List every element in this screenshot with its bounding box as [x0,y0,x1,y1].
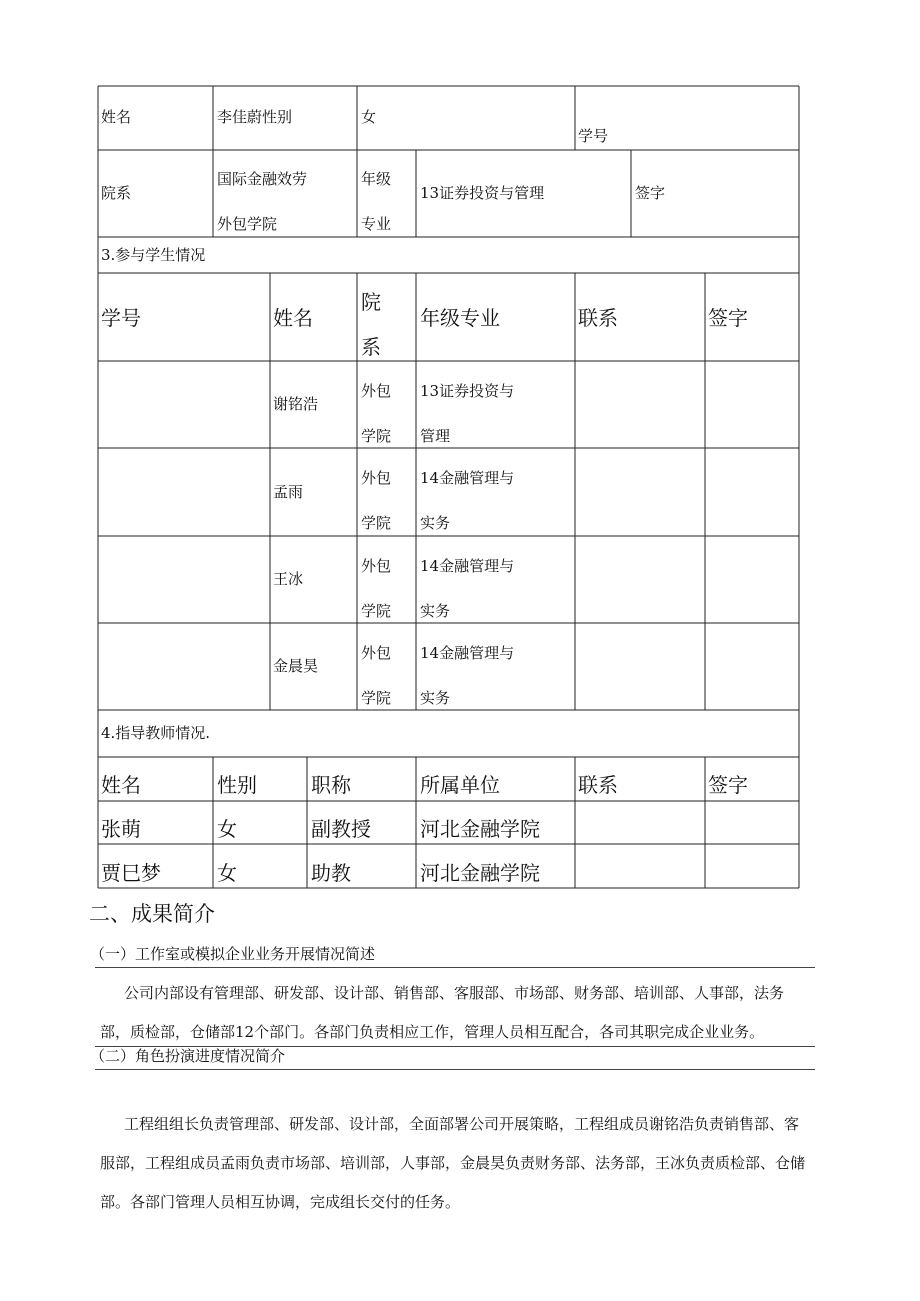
teacher-name: 张萌 [101,817,141,841]
student-dept-line1: 外包 [361,557,392,575]
teachers-header-title: 职称 [311,773,351,797]
students-header-dept-line2: 系 [361,335,381,359]
teachers-header-sign: 签字 [708,773,748,797]
grade-value: 13证券投资与管理 [420,184,545,202]
student-dept-line2: 学院 [361,427,392,445]
student-grade-line2: 实务 [420,602,451,620]
name-value: 李佳蔚性别 [217,108,293,126]
students-section-title: 3.参与学生情况 [101,246,206,264]
student-name: 孟雨 [273,483,304,501]
teachers-header-gender: 性别 [217,773,257,797]
student-grade-line2: 实务 [420,514,451,532]
student-name: 谢铭浩 [273,395,319,413]
summary-heading: 二、成果简介 [89,902,215,926]
student-id-label: 学号 [578,127,609,145]
students-header-dept-line1: 院 [361,290,381,314]
teacher-title: 助教 [311,861,351,885]
student-grade-line1: 13证券投资与 [420,382,515,400]
student-dept-line1: 外包 [361,382,392,400]
students-header-name: 姓名 [273,306,313,330]
teachers-header-unit: 所属单位 [420,773,500,797]
student-grade-line2: 管理 [420,427,451,445]
student-grade-line1: 14金融管理与 [420,644,515,662]
students-header-id: 学号 [101,306,141,330]
gender-value: 女 [361,108,377,126]
student-name: 金晨昊 [273,657,319,675]
student-grade-line1: 14金融管理与 [420,469,515,487]
student-dept-line1: 外包 [361,644,392,662]
teacher-unit: 河北金融学院 [420,861,540,885]
students-header-sign: 签字 [708,306,748,330]
students-header-grade: 年级专业 [420,306,500,330]
student-grade-line2: 实务 [420,689,451,707]
dept-label: 院系 [101,184,132,202]
student-name: 王冰 [273,570,304,588]
teachers-header-contact: 联系 [578,773,618,797]
student-grade-line1: 14金融管理与 [420,557,515,575]
student-dept-line1: 外包 [361,469,392,487]
paragraph-1: 公司内部设有管理部、研发部、设计部、销售部、客服部、市场部、财务部、培训部、人事部，法务部，质检部，仓储部12个部门。各部门负责相应工作，管理人员相互配合，各司其职完成企业业务。 [100,984,785,1041]
divider-1 [95,967,815,968]
teacher-gender: 女 [217,861,237,885]
teacher-gender: 女 [217,817,237,841]
subsection-title-1: （一）工作室或模拟企业业务开展情况简述 [90,945,376,963]
student-dept-line2: 学院 [361,514,392,532]
divider-3 [95,1069,815,1070]
teacher-unit: 河北金融学院 [420,817,540,841]
student-dept-line2: 学院 [361,689,392,707]
teachers-header-name: 姓名 [101,773,141,797]
dept-value-line2: 外包学院 [217,215,278,233]
teacher-title: 副教授 [311,817,371,841]
grade-label-line1: 年级 [361,170,392,188]
teacher-name: 贾巳梦 [101,861,161,885]
teachers-section-title: 4.指导教师情况. [101,724,211,742]
paragraph-2: 工程组组长负责管理部、研发部、设计部，全面部署公司开展策略，工程组成员谢铭浩负责销售部、客服部，工程组成员孟雨负责市场部、培训部，人事部，金晨昊负责财务部、法务部，王冰负责质检部、仓储部。各部门管理人员相互协调，完成组长交付的任务。 [100,1115,806,1211]
students-header-contact: 联系 [578,306,618,330]
sign-label: 签字 [635,184,666,202]
name-label: 姓名 [101,108,132,126]
student-dept-line2: 学院 [361,602,392,620]
grade-label-line2: 专业 [361,215,392,233]
subsection-title-2: （二）角色扮演进度情况简介 [90,1047,286,1065]
dept-value-line1: 国际金融效劳 [217,170,308,188]
